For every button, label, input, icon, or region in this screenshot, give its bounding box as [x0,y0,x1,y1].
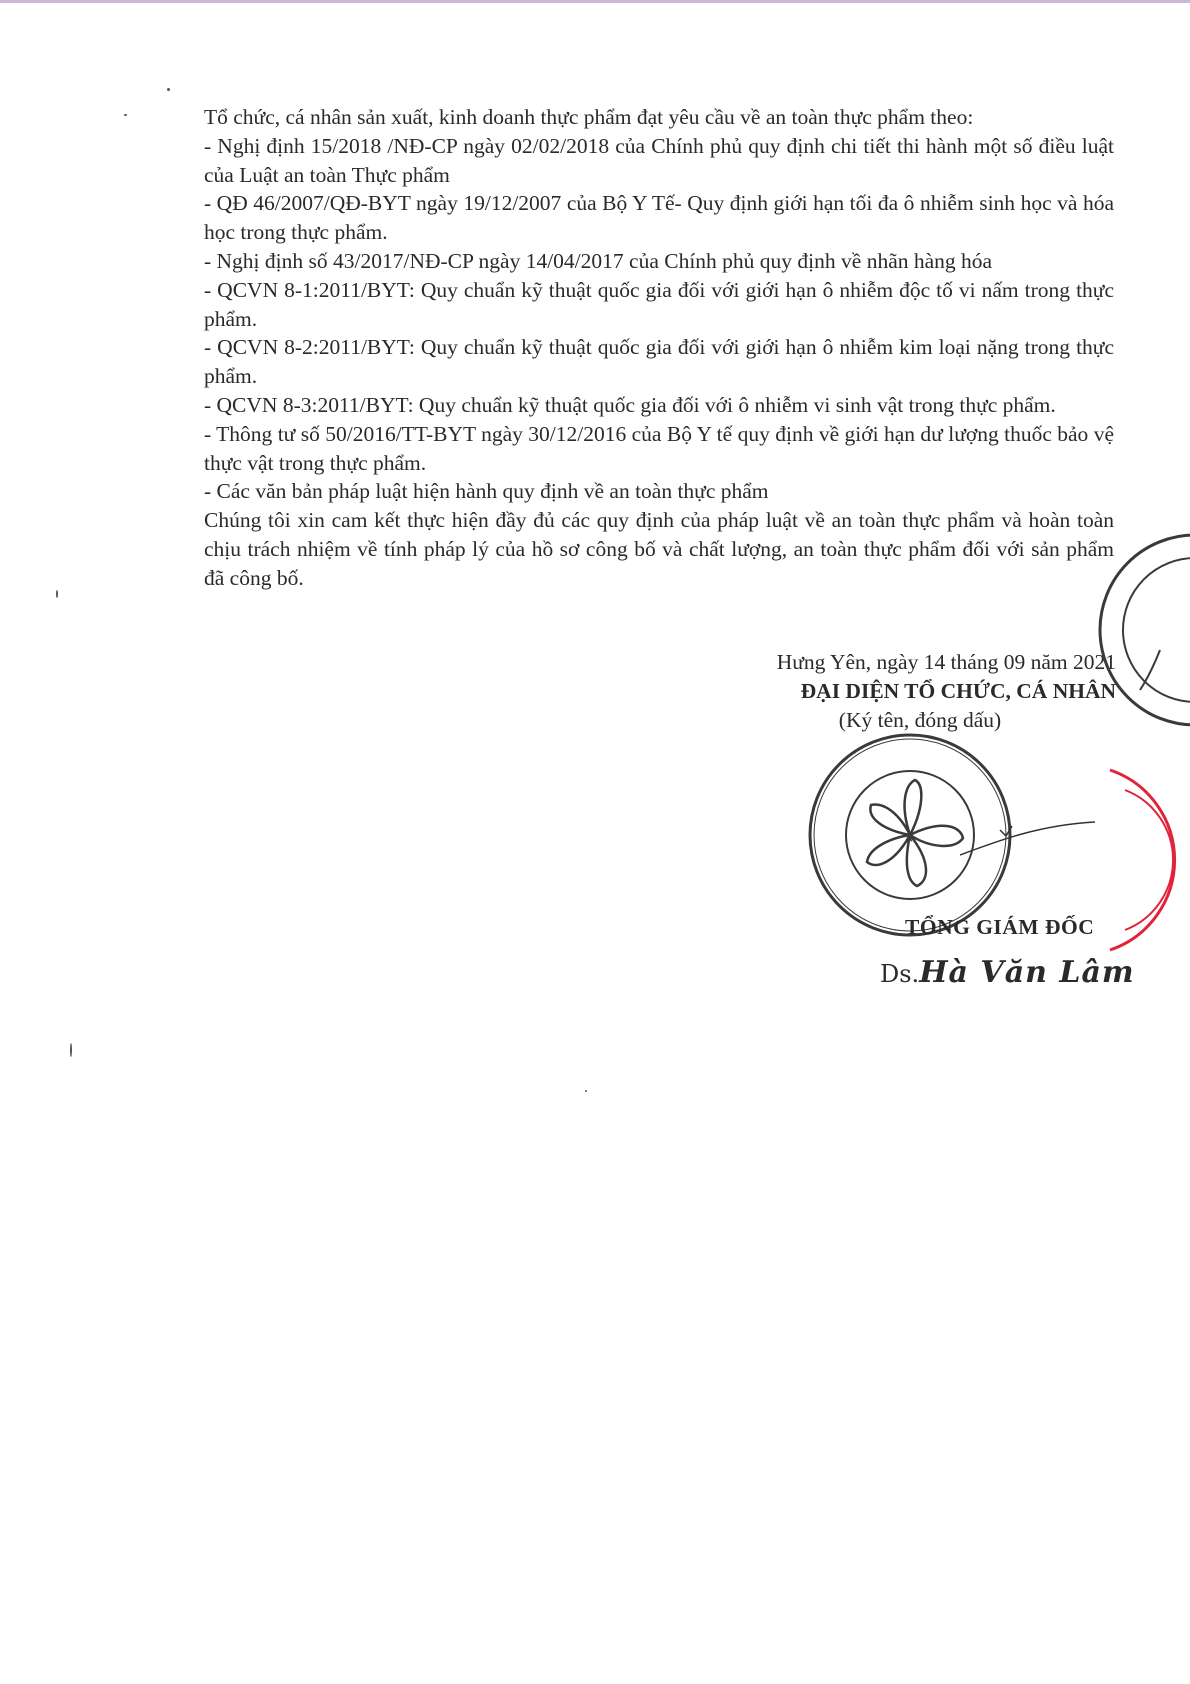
sign-note: (Ký tên, đóng dấu) [838,708,1002,732]
scan-speck [167,88,170,91]
body-paragraph-intro: Tổ chức, cá nhân sản xuất, kinh doanh thực phẩm đạt yêu cầu về an toàn thực phẩm theo: [204,105,974,129]
top-border-line [0,0,1190,3]
commitment-paragraph: Chúng tôi xin cam kết thực hiện đầy đủ các quy định của pháp luật về an toàn thực phẩm và hoàn toàn chịu trách nhiệm về tính pháp lý của hồ sơ công bố và chất lượng, an toàn thực phẩm đối với sản phẩm đã công bố. [204,508,1114,590]
body-item-qd-46: - QĐ 46/2007/QĐ-BYT ngày 19/12/2007 của Bộ Y Tế- Quy định giới hạn tối đa ô nhiễm sinh học và hóa học trong thực phẩm. [204,191,1114,245]
partial-stamp-top [1090,520,1190,740]
body-item-decree-43: - Nghị định số 43/2017/NĐ-CP ngày 14/04/2017 của Chính phủ quy định về nhãn hàng hóa [204,248,993,273]
scan-speck [56,590,58,598]
name-text: Hà Văn Lâm [919,955,1135,990]
body-item-qcvn-8-1: - QCVN 8-1:2011/BYT: Quy chuẩn kỹ thuật quốc gia đối với giới hạn ô nhiễm độc tố vi nấm trong thực phẩm. [204,277,1114,331]
signatory-name [880,955,1135,990]
document-body [204,103,1114,593]
red-stamp [1090,760,1190,960]
representative-heading: ĐẠI DIỆN TỔ CHỨC, CÁ NHÂN [800,679,1116,703]
body-item-circular-50: - Thông tư số 50/2016/TT-BYT ngày 30/12/2016 của Bộ Y tế quy định về giới hạn dư lượng thuốc bảo vệ thực vật trong thực phẩm. [204,421,1114,475]
body-item-qcvn-8-3: - QCVN 8-3:2011/BYT: Quy chuẩn kỹ thuật quốc gia đối với ô nhiễm vi sinh vật trong thực phẩm. [204,392,1056,417]
signature-block [680,648,1120,735]
scan-speck [124,114,127,116]
signature-stroke [960,810,1100,870]
body-item-qcvn-8-2: - QCVN 8-2:2011/BYT: Quy chuẩn kỹ thuật quốc gia đối với giới hạn ô nhiễm kim loại nặng trong thực phẩm. [204,335,1114,389]
name-prefix: Ds. [880,960,920,988]
director-title: TỔNG GIÁM ĐỐC [905,915,1095,939]
body-item-decree-15: - Nghị định 15/2018 /NĐ-CP ngày 02/02/2018 của Chính phủ quy định chi tiết thi hành một số điều luật của Luật an toàn Thực phẩm [204,133,1114,187]
body-item-other-laws: - Các văn bản pháp luật hiện hành quy định về an toàn thực phẩm [204,479,769,504]
svg-text:★: ★ [905,834,915,845]
scan-speck [585,1090,587,1092]
place-date: Hưng Yên, ngày 14 tháng 09 năm 2021 [776,650,1116,674]
scan-speck [70,1043,72,1057]
